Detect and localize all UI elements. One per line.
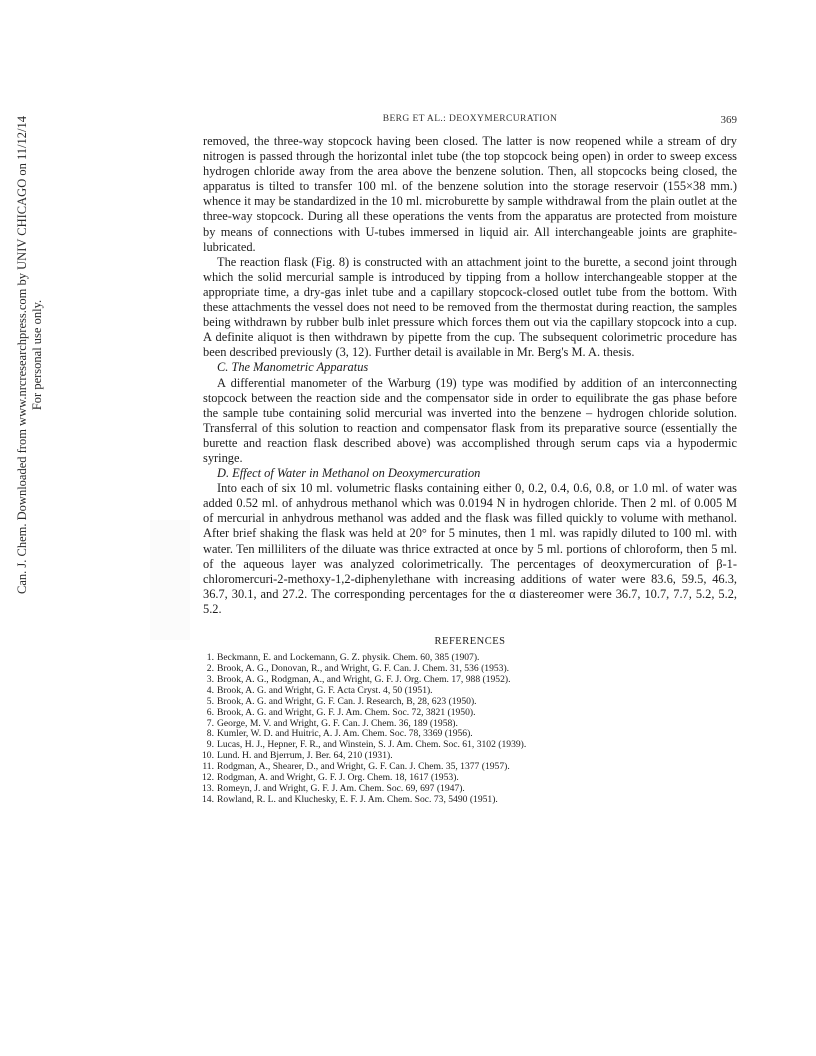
reference-number: 8.	[206, 728, 214, 740]
page-number: 369	[720, 114, 737, 126]
reference-text: Rodgman, A. and Wright, G. F. J. Org. Chem. 18, 1617 (1953).	[217, 772, 459, 784]
reference-number: 4.	[206, 684, 214, 696]
reference-number: 14.	[202, 793, 214, 805]
reference-number: 10.	[202, 750, 214, 762]
download-notice-line: Can. J. Chem. Downloaded from www.nrcresearchpress.com by UNIV CHICAGO on 11/12/14	[15, 116, 29, 594]
reference-number: 9.	[206, 739, 214, 751]
reference-text: Brook, A. G. and Wright, G. F. J. Am. Chem. Soc. 72, 3821 (1950).	[217, 706, 476, 718]
reference-text: Kumler, W. D. and Huitric, A. J. Am. Chem. Soc. 78, 3369 (1956).	[217, 728, 473, 740]
reference-number: 2.	[206, 663, 214, 674]
reference-text: Lucas, H. J., Hepner, F. R., and Winstein, S. J. Am. Chem. Soc. 61, 3102 (1939).	[217, 739, 527, 751]
reference-text: Rowland, R. L. and Kluchesky, E. F. J. Am. Chem. Soc. 73, 5490 (1951).	[217, 793, 498, 805]
reference-text: Beckmann, E. and Lockemann, G. Z. physik. Chem. 60, 385 (1907).	[217, 652, 480, 664]
section-heading: C. The Manometric Apparatus	[217, 360, 369, 375]
reference-number: 12.	[202, 772, 214, 784]
personal-use-line: For personal use only.	[30, 299, 44, 411]
article-body	[203, 134, 737, 806]
references-heading: REFERENCES	[434, 636, 506, 647]
reference-item	[203, 795, 737, 806]
reference-number: 5.	[206, 695, 214, 707]
running-title: BERG ET AL.: DEOXYMERCURATION	[382, 114, 558, 124]
reference-text: Brook, A. G. and Wright, G. F. Can. J. Research, B, 28, 623 (1950).	[217, 695, 477, 707]
scan-smudge	[150, 520, 190, 640]
paragraph: A differential manometer of the Warburg (19) type was modified by addition of an interconnecting stopcock between the reaction side and the compensator side in order to equilibrate the gas phase before the sample tube containing solid mercurial was inverted into the benzene – hydrogen chloride solution. Transferral of this solution to reaction and compensator flask from its preparative source (essentially the burette and reaction flask described above) was accomplished through serum caps via a hypodermic syringe.	[203, 375, 737, 465]
paragraph: removed, the three-way stopcock having been closed. The latter is now reopened while a stream of dry nitrogen is passed through the horizontal inlet tube (the top stopcock being open) in order to sweep excess hydrogen chloride away from the area above the benzene solution. Then, all stopcocks being closed, the apparatus is tilted to transfer 100 ml. of the benzene solution into the storage reservoir (155×38 mm.) whence it may be standardized in the 10 ml. microburette by sample withdrawal from the plain outlet at the three-way stopcock. During all these operations the vents from the apparatus are protected from moisture by means of connections with U-tubes immersed in liquid air. All interchangeable joints are graphite-lubricated.	[203, 134, 737, 254]
reference-text: Brook, A. G., Donovan, R., and Wright, G. F. Can. J. Chem. 31, 536 (1953).	[217, 663, 510, 674]
reference-number: 7.	[206, 717, 214, 729]
reference-number: 13.	[202, 782, 214, 794]
reference-text: Brook, A. G. and Wright, G. F. Acta Cryst. 4, 50 (1951).	[217, 684, 433, 696]
reference-text: George, M. V. and Wright, G. F. Can. J. Chem. 36, 189 (1958).	[217, 717, 458, 729]
download-notice	[15, 75, 45, 635]
paragraph: Into each of six 10 ml. volumetric flasks containing either 0, 0.2, 0.4, 0.6, 0.8, or 1.0 ml. of water was added 0.52 ml. of anhydrous methanol which was 0.0194 N in hydrogen chloride. Then 2 ml. of 0.005 M of mercurial in anhydrous methanol was added and the flask was filled quickly to volume with methanol. After brief shaking the flask was held at 20° for 5 minutes, then 1 ml. was rapidly diluted to 100 ml. with water. Ten milliliters of the diluate was thrice extracted at once by 5 ml. portions of chloroform, then 5 ml. of the aqueous layer was analyzed colorimetrically. The percentages of deoxymercuration of β-1-chloromercuri-2-methoxy-1,2-diphenylethane with increasing additions of water were 83.6, 59.5, 46.3, 36.7, 30.1, and 27.2. The corresponding percentages for the α diastereomer were 36.7, 10.7, 7.7, 5.2, 5.2, 5.2.	[203, 481, 737, 616]
paragraph: The reaction flask (Fig. 8) is constructed with an attachment joint to the burette, a second joint through which the solid mercurial sample is introduced by tipping from a hollow interchangeable stopper at the appropriate time, a dry-gas inlet tube and a capillary stopcock-closed outlet tube from the bottom. With these attachments the vessel does not need to be removed from the thermostat during reaction, the samples being withdrawn by rubber bulb inlet pressure which forces them out via the capillary stopcock into a cup. A definite aliquot is then withdrawn by pipette from the cup. The subsequent colorimetric procedure has been described previously (3, 12). Further detail is available in Mr. Berg's M. A. thesis.	[203, 254, 737, 360]
reference-text: Brook, A. G., Rodgman, A., and Wright, G. F. J. Org. Chem. 17, 988 (1952).	[217, 673, 511, 685]
section-heading: D. Effect of Water in Methanol on Deoxymercuration	[217, 466, 481, 481]
reference-number: 3.	[206, 673, 214, 685]
reference-number: 11.	[202, 761, 214, 773]
reference-number: 1.	[206, 652, 214, 664]
reference-list	[203, 653, 737, 806]
reference-number: 6.	[206, 706, 214, 718]
reference-text: Romeyn, J. and Wright, G. F. J. Am. Chem. Soc. 69, 697 (1947).	[217, 782, 465, 794]
reference-text: Rodgman, A., Shearer, D., and Wright, G. F. Can. J. Chem. 35, 1377 (1957).	[217, 761, 510, 773]
reference-text: Lund. H. and Bjerrum, J. Ber. 64, 210 (1931).	[217, 750, 393, 762]
